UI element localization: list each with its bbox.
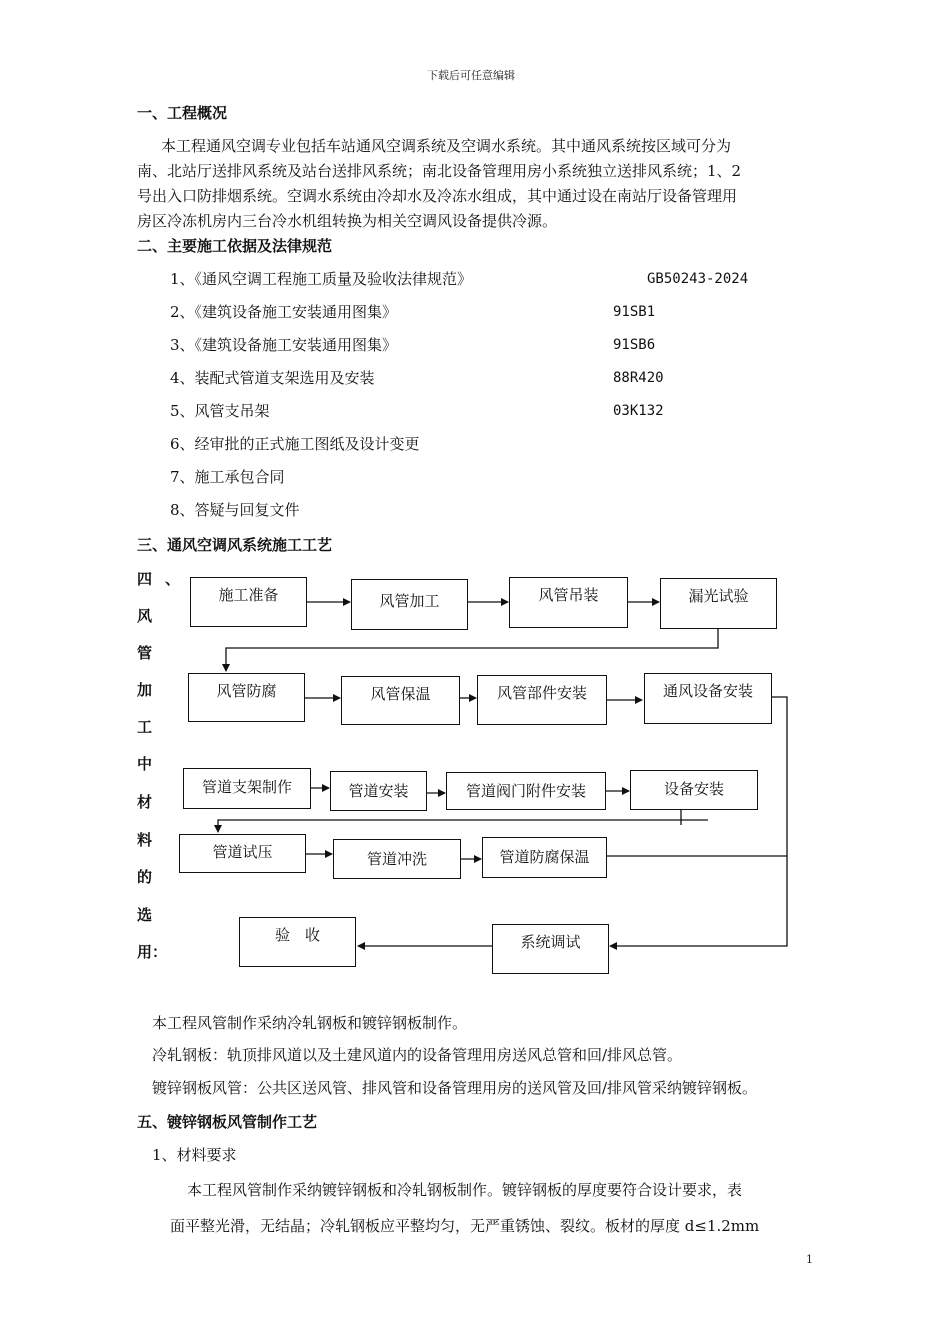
section-4-vertical-char: 风 <box>137 607 153 625</box>
reference-item-label: 2、《建筑设备施工安装通用图集》 <box>170 303 398 321</box>
section-4-vertical-char: 、 <box>165 570 181 588</box>
header-note: 下载后可任意编辑 <box>427 69 515 82</box>
arrow-row1-row2 <box>226 629 718 671</box>
flow-box-pipe-pressure-test: 管道试压 <box>179 834 306 873</box>
section-4-vertical-char: 的 <box>137 868 153 886</box>
flow-box-duct-parts-install: 风管部件安装 <box>477 675 607 725</box>
section-1-line-4: 房区冷冻机房内三台冷水机组转换为相关空调风设备提供冷源。 <box>137 212 558 230</box>
section-4-vertical-char: 管 <box>137 644 153 662</box>
flow-box-duct-fabrication: 风管加工 <box>351 579 468 630</box>
arrow-row3-row4 <box>218 820 708 832</box>
section-1-line-2: 南、北站厅送排风系统及站台送排风系统；南北设备管理用房小系统独立送排风系统；1、2 <box>137 162 742 180</box>
material-line-2: 冷轧钢板：轨顶排风道以及土建风道内的设备管理用房送风总管和回/排风总管。 <box>152 1046 683 1064</box>
reference-item-label: 8、答疑与回复文件 <box>170 501 300 519</box>
flow-box-pipe-support-fab: 管道支架制作 <box>183 768 311 809</box>
reference-item-code: 91SB6 <box>613 337 656 353</box>
flow-box-pipe-flushing: 管道冲洗 <box>333 839 461 879</box>
reference-item-label: 6、经审批的正式施工图纸及设计变更 <box>170 435 420 453</box>
page-number: 1 <box>806 1253 813 1266</box>
section-5-line-1: 本工程风管制作采纳镀锌钢板和冷轧钢板制作。镀锌钢板的厚度要符合设计要求，表 <box>187 1181 743 1199</box>
flow-box-system-commissioning: 系统调试 <box>492 924 609 974</box>
reference-item-code: 88R420 <box>613 370 664 386</box>
flow-box-acceptance: 验 收 <box>239 917 356 967</box>
flow-box-duct-insulation: 风管保温 <box>341 676 460 725</box>
flow-box-duct-hoisting: 风管吊装 <box>509 577 628 628</box>
reference-item-label: 5、风管支吊架 <box>170 402 270 420</box>
section-5-line-2: 面平整光滑，无结晶；冷轧钢板应平整均匀，无严重锈蚀、裂纹。板材的厚度 d≤1.2mm <box>170 1217 760 1235</box>
section-5-sub-1: 1、材料要求 <box>152 1146 237 1164</box>
flow-box-light-leak-test: 漏光试验 <box>660 578 777 629</box>
section-3-heading: 三、通风空调风系统施工工艺 <box>137 536 333 554</box>
material-line-1: 本工程风管制作采纳冷轧钢板和镀锌钢板制作。 <box>152 1014 468 1032</box>
flow-box-equipment-install: 设备安装 <box>630 770 758 810</box>
flow-box-construction-prep: 施工准备 <box>190 577 307 627</box>
section-4-vertical-char: 四 <box>137 570 153 588</box>
arrow-right-to-system-test <box>610 697 787 946</box>
section-4-vertical-char: 中 <box>137 755 153 773</box>
section-2-heading: 二、主要施工依据及法律规范 <box>137 237 333 255</box>
section-1-line-1: 本工程通风空调专业包括车站通风空调系统及空调水系统。其中通风系统按区域可分为 <box>161 137 732 155</box>
reference-item-code: 91SB1 <box>613 304 656 320</box>
section-4-vertical-char: 用： <box>137 943 168 961</box>
reference-item-label: 4、装配式管道支架选用及安装 <box>170 369 375 387</box>
section-1-heading: 一、工程概况 <box>137 104 228 122</box>
reference-item-code: 03K132 <box>613 403 664 419</box>
flow-box-pipe-anticorrosion-insulation: 管道防腐保温 <box>482 837 607 878</box>
flow-box-duct-anticorrosion: 风管防腐 <box>188 673 305 722</box>
section-1-line-3: 号出入口防排烟系统。空调水系统由冷却水及冷冻水组成，其中通过设在南站厅设备管理用 <box>137 187 738 205</box>
flow-box-pipe-install: 管道安装 <box>330 771 427 811</box>
section-4-vertical-char: 料 <box>137 831 153 849</box>
reference-item-label: 3、《建筑设备施工安装通用图集》 <box>170 336 398 354</box>
section-4-vertical-char: 工 <box>137 718 153 736</box>
reference-item-label: 7、施工承包合同 <box>170 468 285 486</box>
section-4-vertical-char: 材 <box>137 793 153 811</box>
section-4-vertical-char: 加 <box>137 681 153 699</box>
section-4-vertical-char: 选 <box>137 906 153 924</box>
flow-box-vent-equipment-install: 通风设备安装 <box>644 673 772 724</box>
flow-box-pipe-valve-install: 管道阀门附件安装 <box>446 772 606 810</box>
reference-item-label: 1、《通风空调工程施工质量及验收法律规范》 <box>170 270 473 288</box>
section-5-heading: 五、镀锌钢板风管制作工艺 <box>137 1113 318 1131</box>
reference-item-code: GB50243-2024 <box>647 271 749 287</box>
material-line-3: 镀锌钢板风管：公共区送风管、排风管和设备管理用房的送风管及回/排风管采纳镀锌钢板。 <box>152 1079 758 1097</box>
